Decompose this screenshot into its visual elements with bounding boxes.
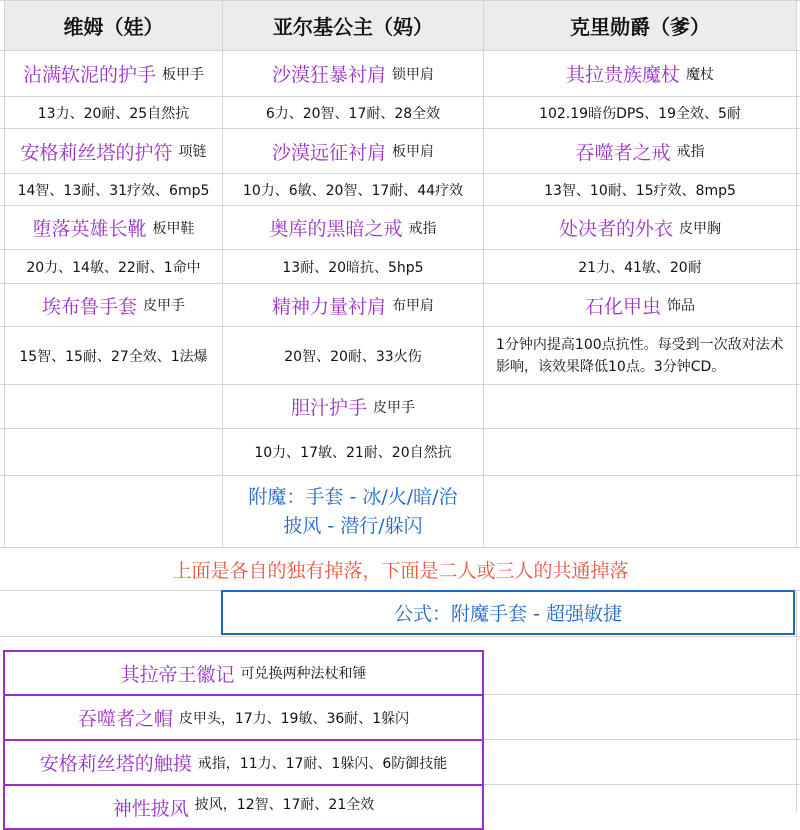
item-cell	[484, 206, 796, 249]
item-name: 处决者的外衣	[558, 218, 673, 240]
item-name: 安格莉丝塔的触摸	[39, 753, 192, 775]
item-type: 锁甲肩	[392, 66, 434, 83]
shared-item-row	[3, 739, 484, 786]
enchant-note	[223, 476, 483, 547]
gridline	[483, 694, 800, 695]
item-stats: 20智、20耐、33火伤	[284, 348, 422, 365]
item-type: 魔杖	[686, 66, 714, 83]
item-name: 神性披风	[112, 798, 189, 820]
item-type: 皮甲胸	[679, 220, 721, 237]
shared-item-row	[3, 784, 484, 830]
header-label: 维姆（娃）	[63, 15, 164, 39]
header-cell-kri	[484, 1, 796, 50]
gridline	[483, 784, 800, 785]
gridline	[796, 0, 797, 547]
item-type: 戒指	[408, 220, 437, 237]
item-type: 板甲鞋	[152, 220, 195, 237]
item-name: 其拉贵族魔杖	[565, 64, 680, 86]
item-cell	[484, 129, 796, 173]
divider-note: 上面是各自的独有掉落，下面是二人或三人的共通掉落	[172, 559, 629, 582]
header-cell-yauj	[223, 1, 483, 50]
enchant-line: 附魔：手套 - 冰/火/暗/治	[248, 485, 458, 508]
header-label: 克里勋爵（爹）	[570, 15, 710, 39]
item-cell	[484, 284, 796, 326]
item-cell	[5, 206, 222, 249]
item-cell	[5, 51, 222, 96]
item-type: 板甲肩	[392, 144, 434, 160]
item-desc: 戒指，11力、17耐、1躲闪、6防御技能	[197, 755, 448, 772]
enchant-line: 披风 - 潜行/躲闪	[283, 514, 423, 537]
item-stats: 10力、6敏、20智、17耐、44疗效	[242, 182, 464, 199]
item-desc: 皮甲头，17力、19敏、36耐、1躲闪	[178, 710, 410, 727]
item-cell	[223, 206, 483, 249]
item-name: 胆汁护手	[290, 397, 367, 419]
item-cell	[5, 129, 222, 173]
item-stats: 14智、13耐、31疗效、6mp5	[17, 182, 210, 199]
item-type: 板甲手	[162, 66, 204, 83]
item-stats: 102.19暗伤DPS、19全效、5耐	[539, 105, 741, 122]
item-stats: 13耐、20暗抗、5hp5	[282, 259, 424, 276]
item-stats: 15智、15耐、27全效、1法爆	[19, 348, 208, 365]
item-cell	[223, 51, 483, 96]
item-desc: 披风，12智、17耐、21全效	[194, 797, 375, 813]
gridline	[483, 739, 800, 740]
item-stats: 13力、20耐、25自然抗	[37, 105, 190, 122]
item-type: 皮甲手	[373, 399, 415, 416]
item-name: 其拉帝王徽记	[120, 663, 235, 686]
item-stats: 6力、20智、17耐、28全效	[265, 105, 441, 122]
gridline	[796, 590, 797, 812]
item-cell	[484, 51, 796, 96]
item-name: 沾满软泥的护手	[22, 64, 156, 86]
shared-item-row	[3, 650, 484, 696]
item-name: 精神力量衬肩	[271, 295, 386, 318]
item-name: 沙漠狂暴衬肩	[271, 64, 386, 86]
item-stats: 13智、10耐、15疗效、8mp5	[544, 182, 736, 199]
item-cell	[223, 129, 483, 173]
gridline	[0, 636, 800, 637]
header-label: 亚尔基公主（妈）	[273, 15, 433, 39]
item-name: 吞噬者之帽	[77, 708, 173, 730]
item-type: 布甲肩	[392, 298, 434, 314]
item-cell	[223, 284, 483, 326]
item-name: 奥库的黑暗之戒	[269, 218, 403, 240]
item-name: 吞噬者之戒	[575, 141, 671, 164]
header-cell-vim	[5, 1, 222, 50]
item-stats: 1分钟内提高100点抗性。每受到一次敌对法术影响，该效果降低10点。3分钟CD。	[496, 336, 784, 375]
item-desc: 可兑换两种法杖和锤	[240, 666, 367, 682]
item-cell	[223, 385, 483, 428]
item-name: 安格莉丝塔的护符	[20, 141, 173, 164]
item-type: 饰品	[667, 298, 695, 314]
item-type: 皮甲手	[143, 298, 185, 314]
shared-item-row	[3, 694, 484, 741]
formula-box: 公式：附魔手套 - 超强敏捷	[221, 590, 795, 635]
item-name: 沙漠远征衬肩	[271, 141, 386, 164]
item-name: 石化甲虫	[584, 295, 661, 318]
item-type: 戒指	[676, 144, 705, 160]
item-stats: 10力、17敏、21耐、20自然抗	[254, 445, 452, 461]
item-name: 埃布鲁手套	[41, 295, 137, 318]
item-stats: 20力、14敏、22耐、1命中	[26, 259, 201, 276]
item-cell	[5, 284, 222, 326]
item-type: 项链	[178, 144, 207, 160]
item-name: 堕落英雄长靴	[32, 218, 147, 240]
item-stats: 21力、41敏、20耐	[578, 259, 702, 276]
